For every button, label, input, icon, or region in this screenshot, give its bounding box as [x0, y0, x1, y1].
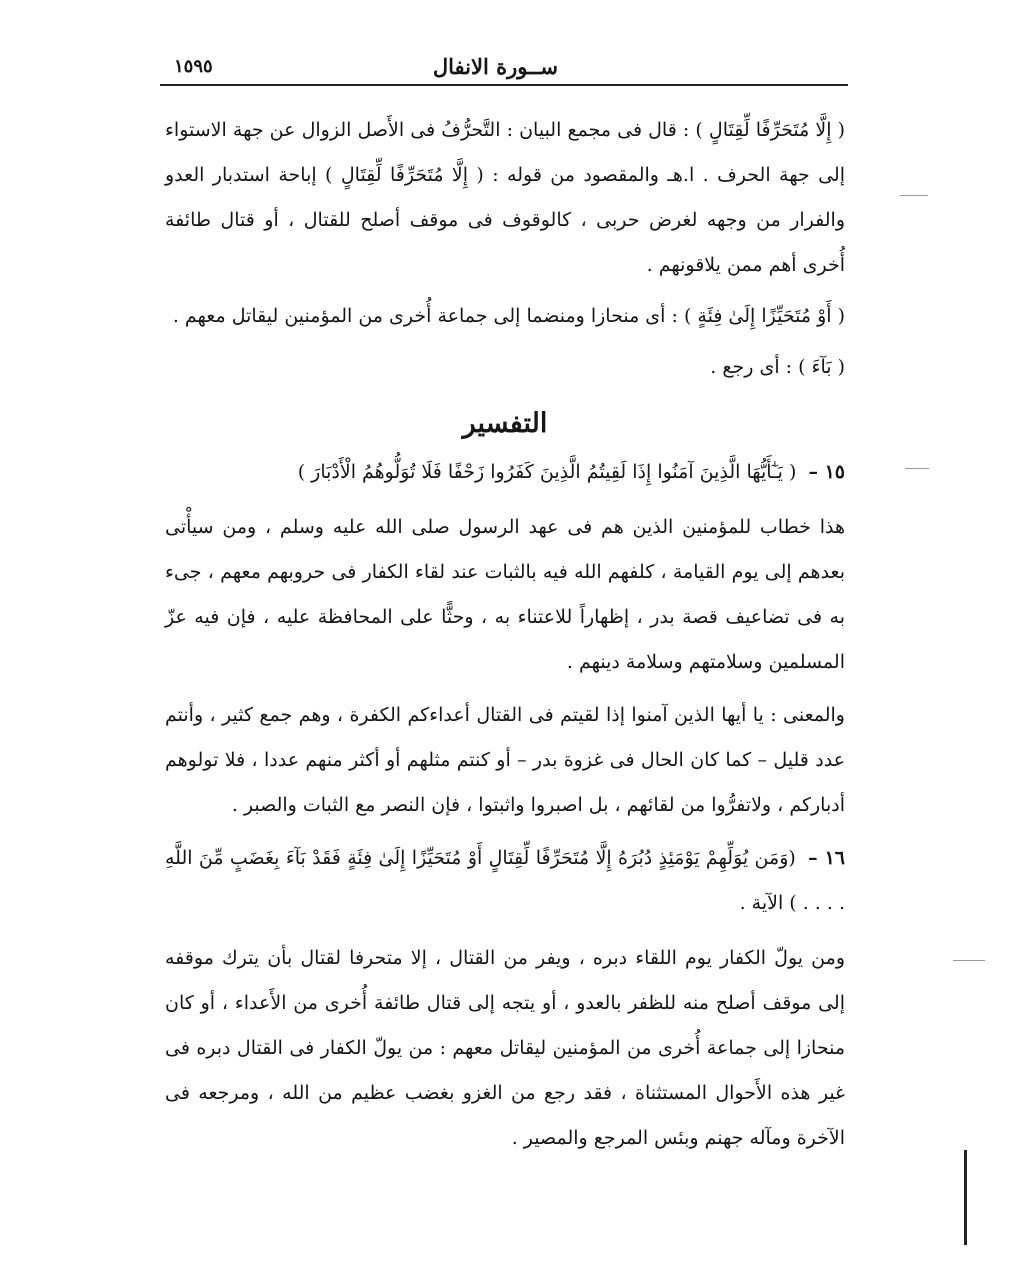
page-content — [165, 108, 845, 1169]
margin-mark — [953, 960, 985, 961]
margin-mark — [905, 468, 929, 469]
definition-term: ( بَآءَ ) : — [785, 356, 845, 378]
verse-number: ١٦ – — [808, 847, 845, 869]
verse-16 — [165, 836, 845, 926]
meaning-paragraph: والمعنى : يا أيها الذين آمنوا إذا لقيتم فى القتال أعداءكم الكفرة ، وهم جمع كثير ، وأنتم عدد قليل – كما كان الحال فى غزوة بدر – أو كنتم مثلهم أو أكثر منهم عددا ، فلا تولوهم أدباركم ، ولاتفرُّوا من لقائهم ، بل اصبروا واثبتوا ، فإن النصر مع الثبات والصبر . — [165, 704, 845, 816]
definition-text: أى رجع . — [710, 356, 786, 378]
definition-text: أى منحازا ومنضما إلى جماعة أُخرى من المؤمنين ليقاتل معهم . — [172, 305, 672, 327]
definition-tahayyuz — [165, 294, 845, 339]
surah-title: ســورة الانفال — [432, 54, 558, 79]
page-header — [160, 52, 848, 84]
verse-number: ١٥ – — [808, 461, 845, 483]
definition-term: ( أَوْ مُتَحَيِّزًا إِلَىٰ فِئَةٍ ) : — [671, 305, 845, 327]
verse-15 — [165, 450, 845, 495]
margin-mark — [900, 195, 928, 196]
definition-term: ( إِلَّا مُتَحَرِّفًا لِّقِتَالٍ ) : — [682, 119, 846, 141]
definition-text: قال فى مجمع البيان : التَّحرُّفُ فى الأَصل الزوال عن جهة الاستواء إلى جهة الحرف . ا.هـ والمقصود من قوله : ( إِلَّا مُتَحَرِّفًا لِّقِتَالٍ ) إباحة استدبار العدو والفرار من وجهه لغرض حربى ، كالوقوف فى موقف أصلح للقتال ، أو قتال طائفة أُخرى أهم ممن يلاقونهم . — [165, 119, 845, 276]
header-rule — [160, 84, 848, 86]
verse-text: (وَمَن يُوَلِّهِمْ يَوْمَئِذٍ دُبُرَهُ إِلَّا مُتَحَرِّفًا لِّقِتَالٍ أَوْ مُتَحَيِّزًا إِلَىٰ فِئَةٍ فَقَدْ بَآءَ بِغَضَبٍ مِّنَ اللَّهِ . . . . ) الآية . — [165, 847, 845, 914]
margin-bar — [964, 1150, 967, 1245]
commentary-paragraph: ومن يولّ الكفار يوم اللقاء دبره ، ويفر من القتال ، إلا متحرفا لقتال بأن يترك موقفه إلى موقف أصلح منه للظفر بالعدو ، أو يتجه إلى قتال طائفة أُخرى من الأَعداء ، أو كان منحازا إلى جماعة أُخرى من المؤمنين ليقاتل معهم : من يولّ الكفار فى القتال دبره فى غير هذه الأَحوال المستثناة ، فقد رجع من الغزو بغضب عظيم من الله ، ومرجعه فى الآخرة ومآله جهنم وبئس المرجع والمصير . — [165, 947, 845, 1149]
definition-baa — [165, 345, 845, 390]
definition-tahrruf — [165, 108, 845, 288]
page-number: ١٥٩٥ — [174, 56, 213, 77]
verse-text: ( يَـٰٓأَيُّهَا الَّذِينَ آمَنُوا إِذَا لَقِيتُمُ الَّذِينَ كَفَرُوا زَحْفًا فَلَا تُوَلُّوهُمُ الْأَدْبَارَ ) — [297, 461, 797, 483]
commentary-paragraph: هذا خطاب للمؤمنين الذين هم فى عهد الرسول صلى الله عليه وسلم ، ومن سيأْتى بعدهم إلى يوم القيامة ، كلفهم الله فيه بالثبات عند لقاء الكفار فى حروبهم معهم ، جىء به فى تضاعيف قصة بدر ، إظهاراً للاعتناء به ، وحثًّا على المحافظة عليه ، فإن فيه عزّ المسلمين وسلامتهم وسلامة دينهم . — [165, 516, 845, 673]
section-heading: التفسير — [462, 408, 548, 439]
